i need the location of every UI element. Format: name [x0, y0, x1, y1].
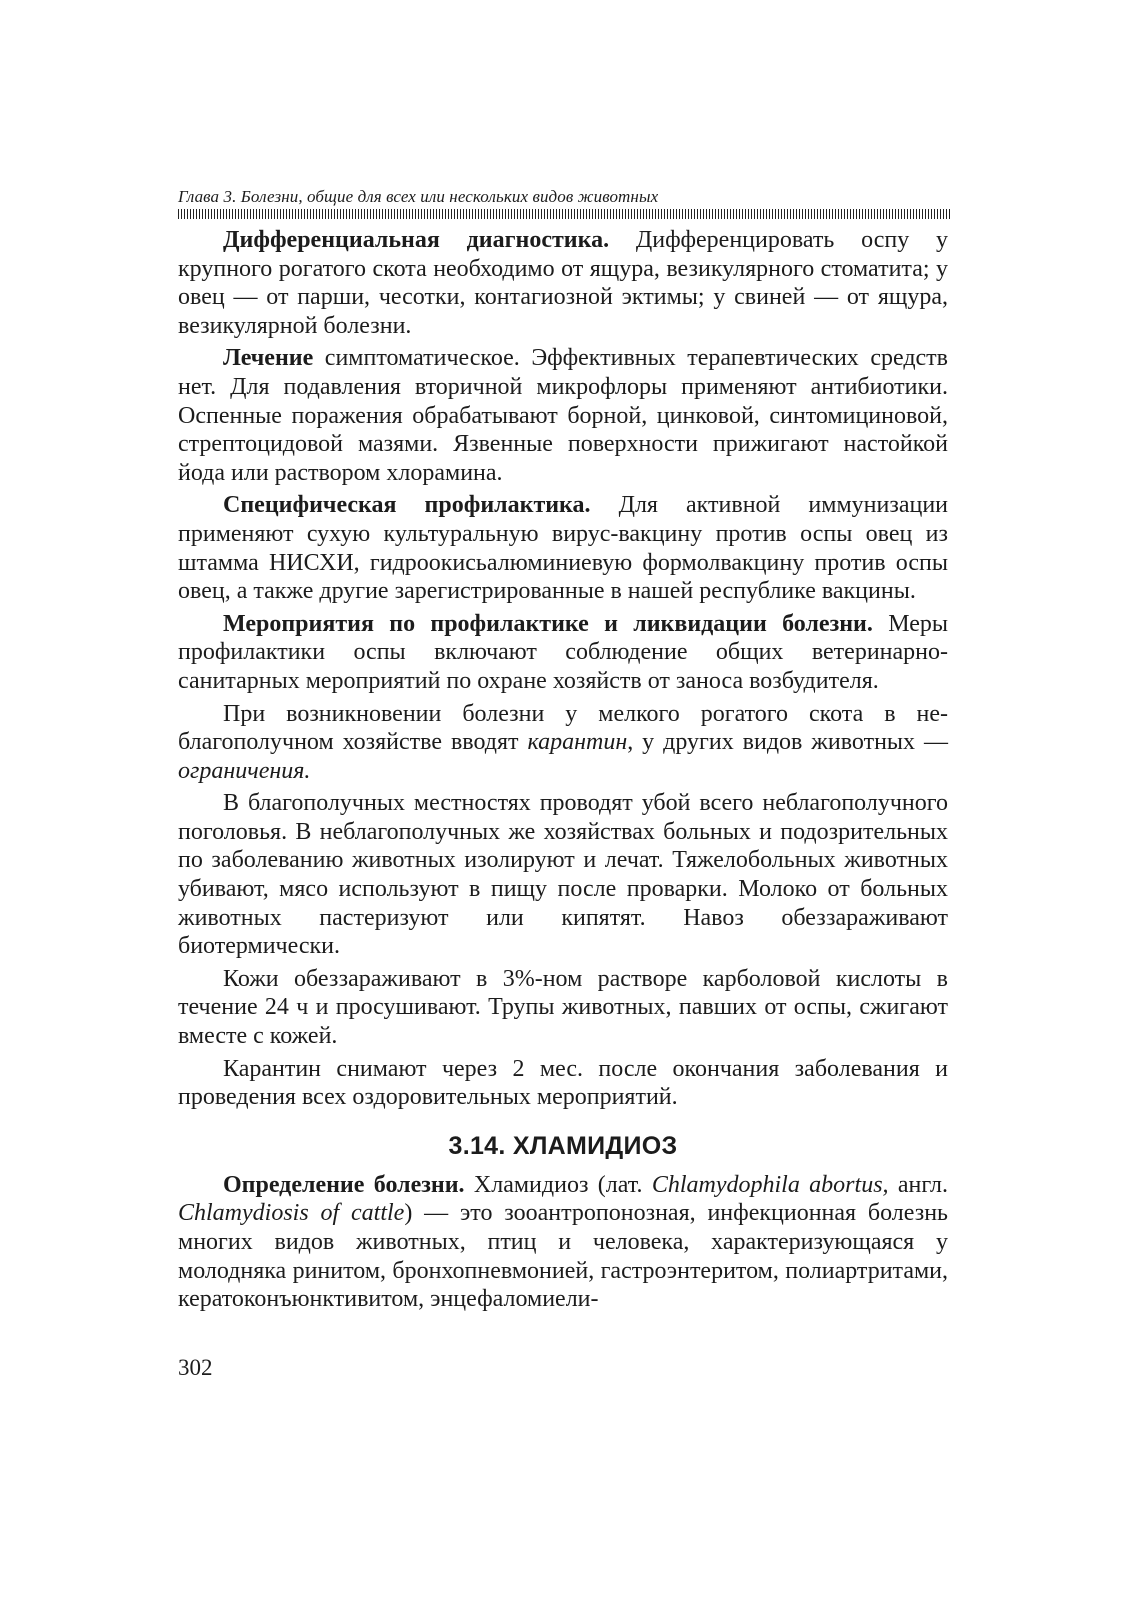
paragraph-text: Для активной иммунизации применяют сухую культуральную вирус-вакцину против оспы овец из штамма НИСХИ, гидроокисьалюминиевую формолвакцину против оспы овец, а также другие зарегистрированные в нашей республике вакцины.	[178, 492, 948, 605]
paragraph-text: Карантин снимают через 2 мес. после окончания заболевания и проведения всех оздоровительных мероприятий.	[178, 1055, 948, 1111]
paragraph-disease-definition	[178, 1171, 948, 1314]
paragraph-heading: Специфическая профилактика.	[223, 492, 591, 519]
paragraph-differential-diagnosis	[178, 226, 948, 340]
page-body	[178, 226, 948, 1314]
paragraph-text: При возникновении болезни у мелкого рогатого скота в неблагополучном хозяйстве вводят	[178, 700, 948, 756]
paragraph-heading: Определение болезни.	[223, 1171, 465, 1198]
paragraph-skin-disinfection	[178, 965, 948, 1051]
paragraph-specific-prevention	[178, 491, 948, 605]
paragraph-text: англ.	[888, 1171, 948, 1198]
paragraph-text: В благополучных местностях проводят убой всего неблагополучного поголовья. В неблагополучных же хозяйствах больных и подозрительных по заболеванию животных изолируют и лечат. Тяжелобольных животных убивают, мясо используют в пищу после проварки. Молоко от больных животных пастеризуют или кипятят. Навоз обеззараживают биотермически.	[178, 790, 948, 960]
paragraph-heading: Дифференциальная диагностика.	[223, 227, 610, 253]
emphasis-quarantine: карантин	[527, 729, 628, 756]
paragraph-quarantine	[178, 700, 948, 786]
emphasis-latin-name: Chlamydophila abortus,	[651, 1171, 889, 1198]
paragraph-treatment	[178, 344, 948, 487]
paragraph-text: Дифференцировать оспу у крупного рогатого скота необходимо от ящура, везикулярного стоматита; у овец — от парши, чесотки, контагиозной эктимы; у свиней — от ящура, везикулярной болезни.	[178, 227, 948, 339]
paragraph-quarantine-lift	[178, 1055, 948, 1112]
paragraph-text: ) — это зооантропонозная, инфекционная болезнь многих видов животных, птиц и человека, характеризующаяся у молодняка ринитом, бронхопневмонией, гастроэнтеритом, полиартритами, кератоконъюнктивитом, энцефаломиели-	[178, 1200, 948, 1313]
paragraph-prevention-measures	[178, 610, 948, 696]
paragraph-slaughter	[178, 789, 948, 961]
paragraph-text: Кожи обеззараживают в 3%-ном растворе карболовой кислоты в течение 24 ч и просушивают. Трупы животных, павших от оспы, сжигают вместе с кожей.	[178, 965, 948, 1050]
header-rule	[178, 209, 950, 219]
paragraph-heading: Лечение	[223, 345, 314, 372]
paragraph-text: Меры профилактики оспы включают соблюдение общих ветеринарно-санитарных мероприятий по охране хозяйств от заноса возбудителя.	[178, 610, 948, 694]
section-title: 3.14. ХЛАМИДИОЗ	[448, 1131, 678, 1160]
page-number: 302	[178, 1355, 213, 1380]
running-head: Глава 3. Болезни, общие для всех или нескольких видов животных	[178, 187, 659, 206]
paragraph-heading: Мероприятия по профилактике и ликвидации болезни.	[223, 610, 873, 637]
paragraph-text: Хламидиоз (лат.	[464, 1171, 652, 1198]
paragraph-text: симптоматическое. Эффективных терапевтических средств нет. Для подавления вторичной микрофлоры применяют антибиотики. Оспенные поражения обрабатывают борной, цинковой, синтомициновой, стрептоцидовой мазями. Язвенные поверхности прижигают настойкой йода или раствором хлорамина.	[178, 345, 948, 486]
emphasis-restrictions: ограничения.	[178, 757, 311, 784]
emphasis-english-name: Chlamydiosis of cattle	[178, 1200, 405, 1227]
paragraph-text: , у других видов животных —	[627, 729, 948, 756]
